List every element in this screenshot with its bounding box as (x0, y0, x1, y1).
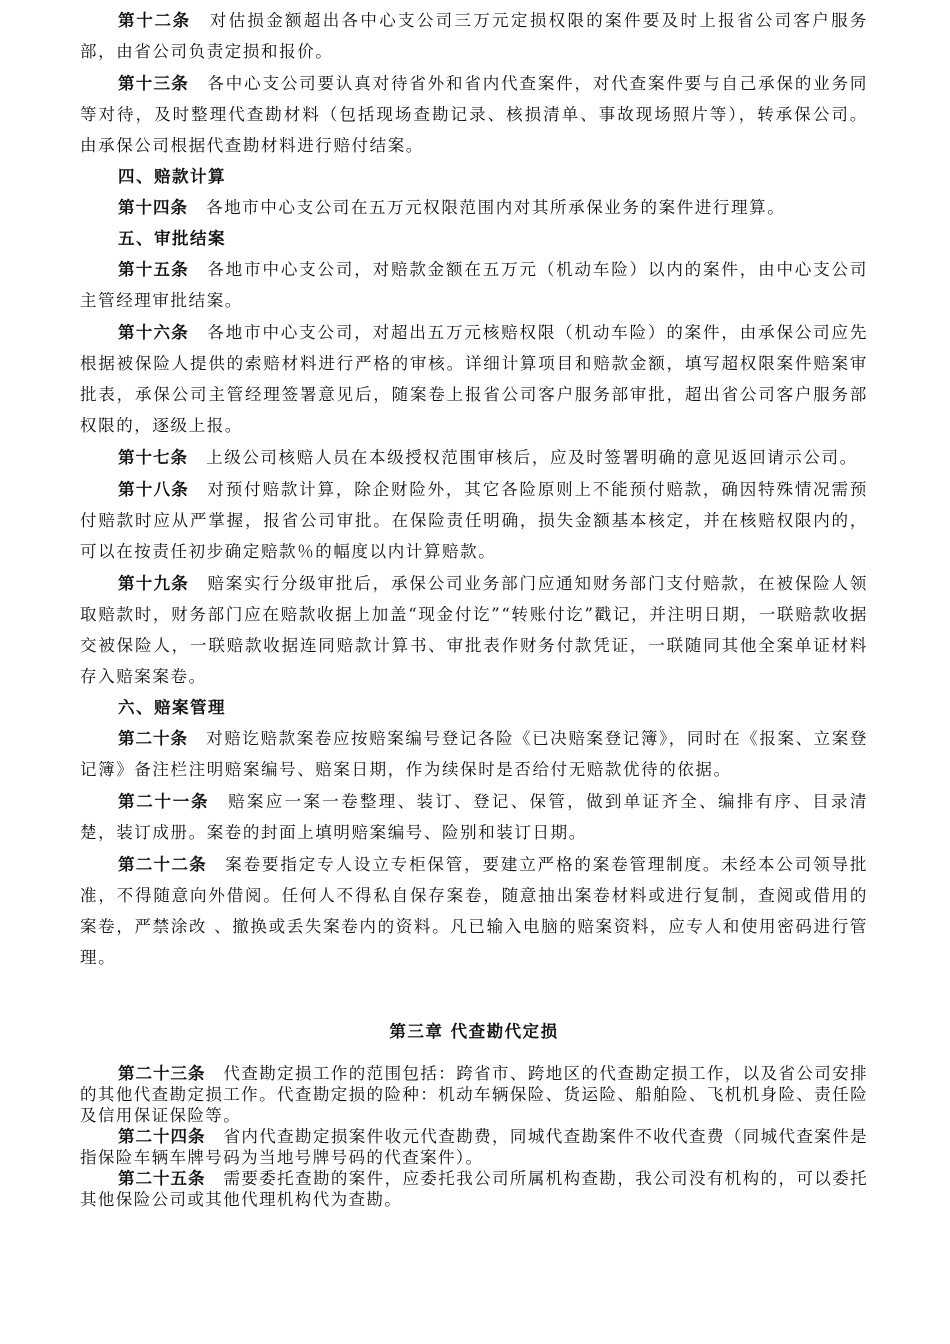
article-text: 各地市中心支公司在五万元权限范围内对其所承保业务的案件进行理算。 (206, 198, 786, 217)
article-paragraph (80, 786, 868, 848)
article-paragraph (80, 1063, 868, 1126)
article-paragraph (80, 568, 868, 692)
article-text: 省内代查勘定损案件收元代查勘费，同城代查勘案件不收代查费（同城代查案件是指保险车辆车牌号码为当地号牌号码的代查案件）。 (80, 1127, 868, 1167)
article-number: 第二十三条 (118, 1064, 206, 1083)
article-paragraph (80, 474, 868, 567)
article-number: 第十八条 (118, 480, 190, 499)
articles-section-a (80, 0, 868, 973)
article-number: 第二十条 (118, 729, 189, 748)
article-text: 对赔讫赔款案卷应按赔案编号登记各险《已决赔案登记簿》，同时在《报案、立案登记簿》备注栏注明赔案编号、赔案日期，作为续保时是否给付无赔款优待的依据。 (80, 729, 869, 779)
section-heading-approval: 五、审批结案 (118, 229, 226, 248)
article-text: 赔案实行分级审批后，承保公司业务部门应通知财务部门支付赔款，在被保险人领取赔款时，财务部门应在赔款收据上加盖“现金付讫”“转账付讫”戳记，并注明日期，一联赔款收据交被保险人，一联赔款收据连同赔款计算书、审批表作财务付款凭证，一联随同其他全案单证材料存入赔案案卷。 (80, 574, 868, 686)
article-text: 对预付赔款计算，除企财险外，其它各险原则上不能预付赔款，确因特殊情况需预付赔款时应从严掌握，报省公司审批。在保险责任明确，损失金额基本核定，并在核赔权限内的，可以在按责任初步确定赔款％的幅度以内计算赔款。 (80, 480, 868, 561)
article-paragraph (80, 192, 868, 223)
article-text: 各中心支公司要认真对待省外和省内代查案件，对代查案件要与自己承保的业务同等对待，及时整理代查勘材料（包括现场查勘记录、核损清单、事故现场照片等），转承保公司。由承保公司根据代查勘材料进行赔付结案。 (80, 74, 868, 155)
article-number: 第十六条 (118, 323, 190, 342)
article-number: 第十五条 (118, 260, 190, 279)
article-number: 第二十一条 (118, 792, 210, 811)
article-text: 上级公司核赔人员在本级授权范围审核后，应及时签署明确的意见返回请示公司。 (206, 448, 858, 467)
article-paragraph (80, 1168, 868, 1210)
article-paragraph (80, 442, 868, 473)
article-number: 第二十二条 (118, 855, 207, 874)
article-number: 第二十五条 (118, 1169, 206, 1188)
article-paragraph (80, 68, 868, 161)
article-text: 需要委托查勘的案件，应委托我公司所属机构查勘，我公司没有机构的，可以委托其他保险公司或其他代理机构代为查勘。 (80, 1169, 868, 1209)
article-number: 第十九条 (118, 574, 190, 593)
article-text: 赔案应一案一卷整理、装订、登记、保管，做到单证齐全、编排有序、目录清楚，装订成册。案卷的封面上填明赔案编号、险别和装订日期。 (80, 792, 868, 842)
article-number: 第十三条 (118, 74, 190, 93)
article-paragraph (80, 1126, 868, 1168)
article-text: 各地市中心支公司，对赔款金额在五万元（机动车险）以内的案件，由中心支公司主管经理审批结案。 (80, 260, 868, 310)
chapter-title: 第三章 代查勘代定损 (389, 1022, 559, 1041)
articles-section-b (80, 1063, 868, 1210)
article-text: 案卷要指定专人设立专柜保管，要建立严格的案卷管理制度。未经本公司领导批准，不得随意向外借阅。任何人不得私自保存案卷，随意抽出案卷材料或进行复制，查阅或借用的案卷，严禁涂改 、撤换或丢失案卷内的资料。凡已输入电脑的赔案资料，应专人和使用密码进行管理。 (80, 855, 869, 967)
article-text: 各地市中心支公司，对超出五万元核赔权限（机动车险）的案件，由承保公司应先根据被保险人提供的索赔材料进行严格的审核。详细计算项目和赔款金额，填写超权限案件赔案审批表，承保公司主管经理签署意见后，随案卷上报省公司客户服务部审批，超出省公司客户服务部权限的，逐级上报。 (80, 323, 868, 435)
section-heading-claim-calculation: 四、赔款计算 (118, 167, 226, 186)
article-paragraph (80, 723, 868, 785)
article-text: 代查勘定损工作的范围包括：跨省市、跨地区的代查勘定损工作，以及省公司安排的其他代查勘定损工作。代查勘定损的险种：机动车辆保险、货运险、船舶险、飞机机身险、责任险及信用保证保险等。 (80, 1064, 868, 1125)
article-number: 第十二条 (118, 11, 191, 30)
section-heading-claim-management: 六、赔案管理 (118, 698, 226, 717)
article-paragraph (80, 317, 868, 441)
article-paragraph (80, 5, 868, 67)
article-number: 第十四条 (118, 198, 188, 217)
article-number: 第二十四条 (118, 1127, 206, 1146)
article-number: 第十七条 (118, 448, 188, 467)
article-paragraph (80, 254, 868, 316)
article-text: 对估损金额超出各中心支公司三万元定损权限的案件要及时上报省公司客户服务部，由省公司负责定损和报价。 (80, 11, 869, 61)
article-paragraph (80, 849, 868, 973)
